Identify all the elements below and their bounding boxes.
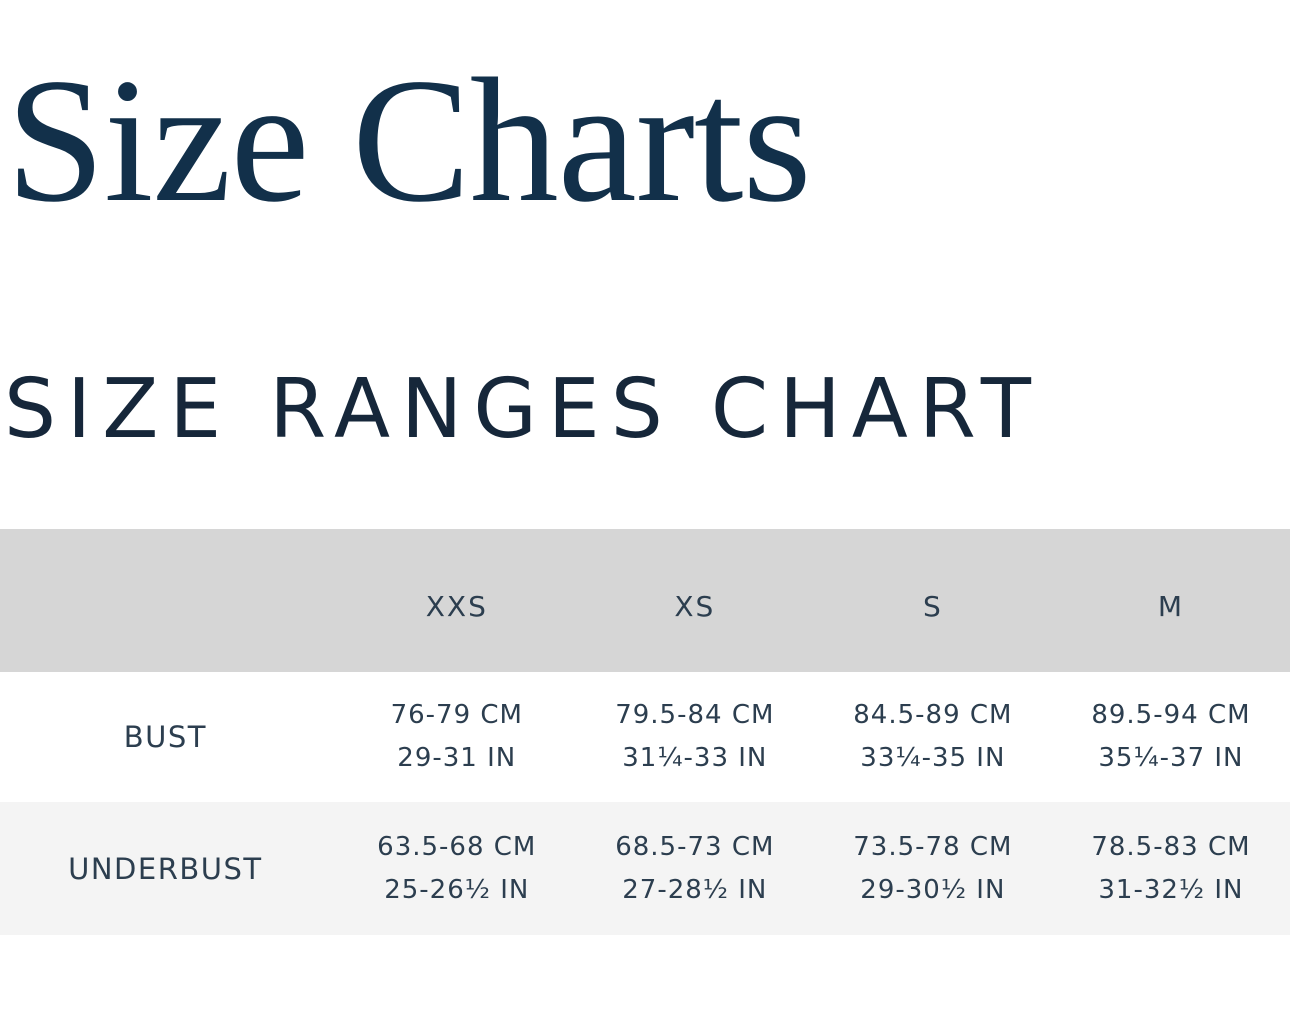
cell-cm: 73.5-78 CM <box>853 831 1013 862</box>
cell-cm: 68.5-73 CM <box>615 831 775 862</box>
cell-in: 31-32½ IN <box>1098 874 1244 905</box>
cell-in: 33¼-35 IN <box>860 743 1006 773</box>
cell-in: 27-28½ IN <box>622 874 768 905</box>
cell-cm: 78.5-83 CM <box>1091 831 1251 862</box>
header-cell-measurement <box>0 529 338 672</box>
header-cell-xs: XS <box>674 589 716 623</box>
table-cell <box>814 802 1052 935</box>
table-header-row <box>0 529 1290 672</box>
size-ranges-table <box>0 529 1290 935</box>
table-cell <box>338 672 576 802</box>
cell-cm: 84.5-89 CM <box>853 700 1013 730</box>
cell-cm: 79.5-84 CM <box>615 700 775 730</box>
page-title: Size Charts <box>6 41 811 239</box>
cell-in: 29-31 IN <box>397 743 517 773</box>
table-cell <box>814 672 1052 802</box>
cell-cm: 89.5-94 CM <box>1091 700 1251 730</box>
table-row-bust <box>0 672 1290 802</box>
header-cell-s: S <box>922 589 943 623</box>
cell-in: 31¼-33 IN <box>622 743 768 773</box>
table-cell <box>576 672 814 802</box>
row-label-underbust: UNDERBUST <box>68 851 263 886</box>
cell-cm: 76-79 CM <box>390 700 523 730</box>
cell-in: 29-30½ IN <box>860 874 1006 905</box>
cell-in: 25-26½ IN <box>384 874 530 905</box>
header-cell-m: M <box>1157 589 1185 623</box>
table-cell <box>338 802 576 935</box>
cell-in: 35¼-37 IN <box>1098 743 1244 773</box>
row-label-bust: BUST <box>123 720 207 754</box>
table-cell <box>1052 672 1290 802</box>
header-cell-xxs: XXS <box>425 589 488 623</box>
table-cell <box>1052 802 1290 935</box>
section-title: SIZE RANGES CHART <box>4 362 1042 457</box>
cell-cm: 63.5-68 CM <box>377 831 537 862</box>
table-row-underbust <box>0 802 1290 935</box>
table-cell <box>576 802 814 935</box>
